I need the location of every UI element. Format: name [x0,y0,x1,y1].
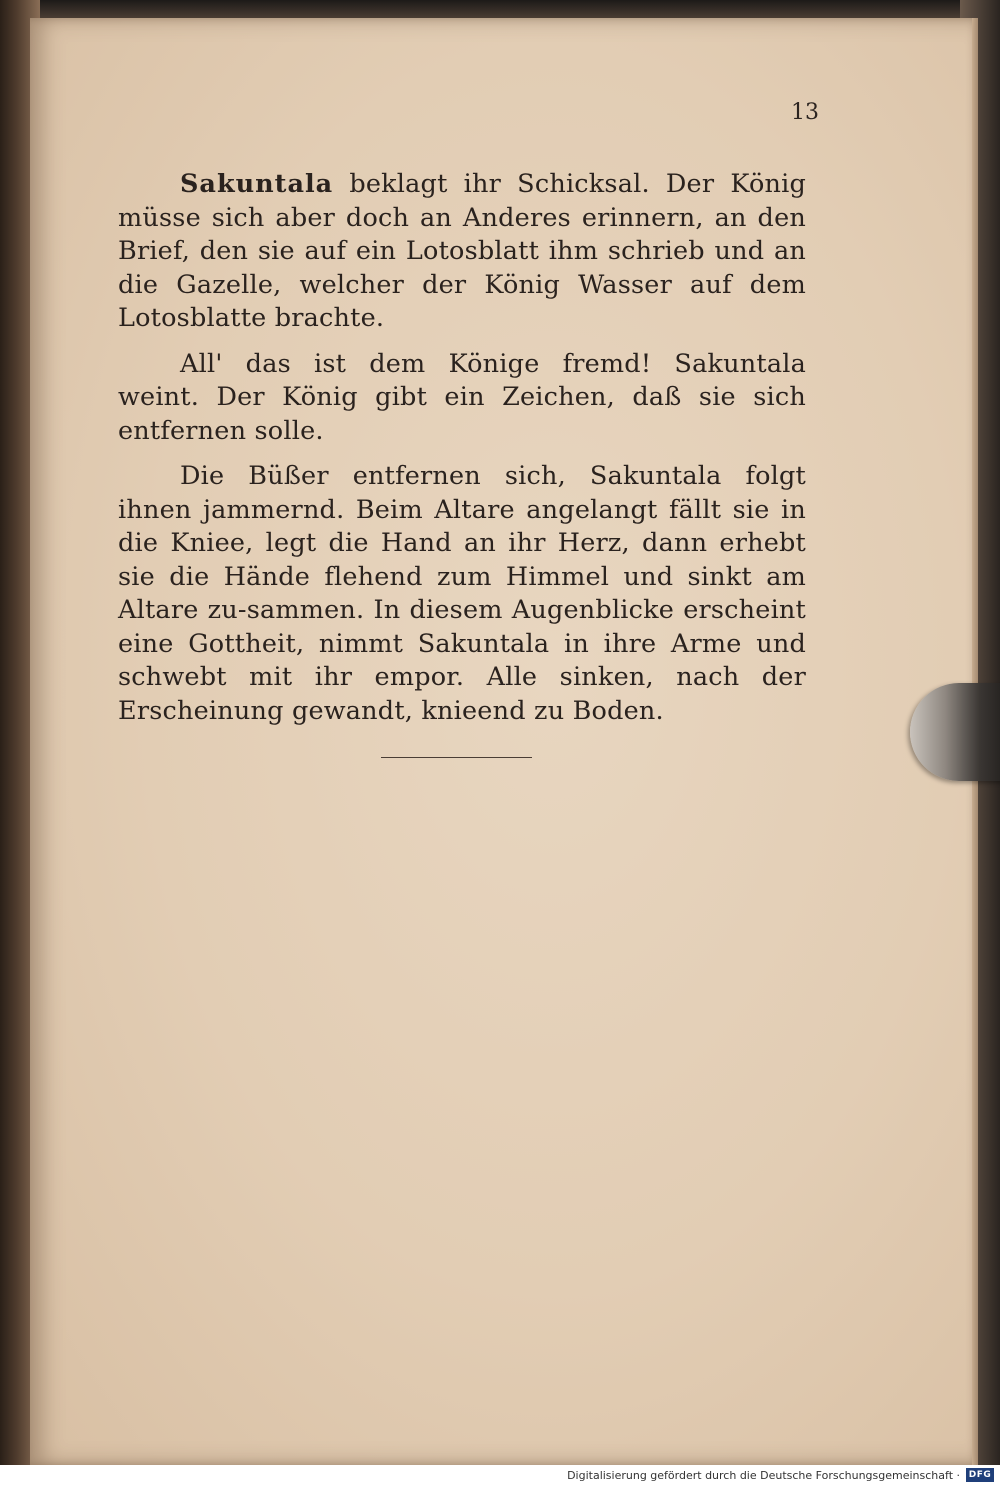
page-clip [910,683,1000,781]
paragraph-2: All' das ist dem Könige fremd! Sakuntala weint. Der König gibt ein Zeichen, daß sie sich entfernen solle. [118,348,806,446]
page-body-text [118,168,806,740]
paragraph-1-text: beklagt ihr Schicksal. Der König müsse sich aber doch an Anderes erinnern, an den Brief, den sie auf ein Lotosblatt ihm schrieb und an die Gazelle, welcher der König Wasser auf dem Lotosblatte brachte. [118,169,806,333]
page-number: 13 [791,100,819,125]
section-separator-rule [381,757,532,758]
digitization-credit: Digitalisierung gefördert durch die Deutsche Forschungsgemeinschaft · [567,1469,960,1482]
scan-backdrop-top [0,0,1000,18]
dfg-logo: DFG [966,1468,994,1482]
paragraph-1 [118,168,806,336]
paragraph-3: Die Büßer entfernen sich, Sakuntala folgt ihnen jammernd. Beim Altare angelangt fällt sie in die Kniee, legt die Hand an ihr Herz, dann erhebt sie die Hände flehend zum Himmel und sinkt am Altare zu-sammen. In diesem Augenblicke erscheint eine Gottheit, nimmt Sakuntala in ihre Arme und schwebt mit ihr empor. Alle sinken, nach der Erscheinung gewandt, knieend zu Boden. [118,461,806,726]
speaker-name: Sakuntala [180,169,334,199]
